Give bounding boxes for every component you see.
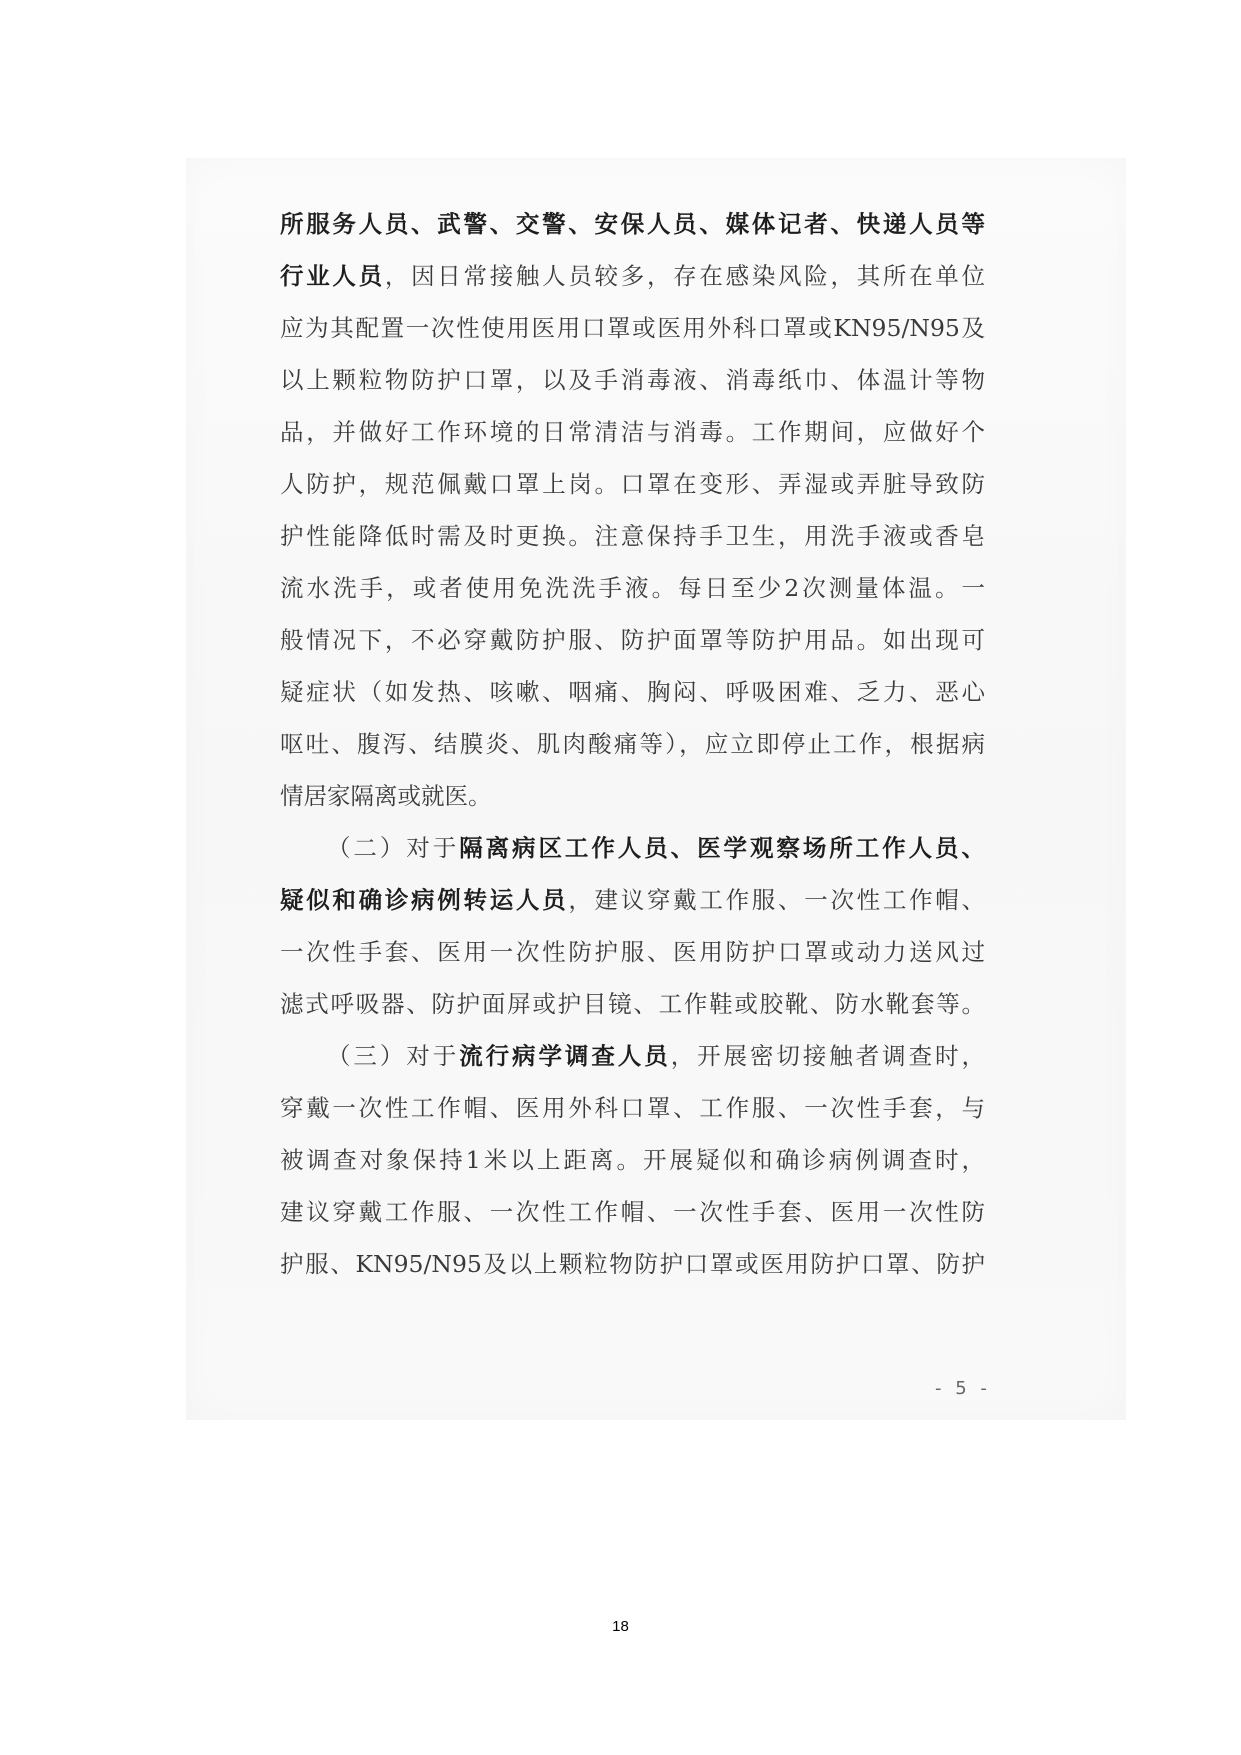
body-text: 穿戴一次性工作帽、医用外科口罩、工作服、一次性手套，与 [280, 1094, 985, 1122]
inner-page-number: - 5 - [935, 1378, 991, 1399]
text-line [280, 718, 985, 770]
body-text: ，开展密切接触者调查时， [670, 1042, 985, 1070]
text-line [280, 1238, 985, 1290]
text-line [280, 354, 985, 406]
text-line [280, 510, 985, 562]
body-text: 应为其配置一次性使用医用口罩或医用外科口罩或KN95/N95及 [280, 314, 985, 342]
body-text: 以上颗粒物防护口罩，以及手消毒液、消毒纸巾、体温计等物 [280, 366, 985, 394]
body-text: 情居家隔离或就医。 [280, 782, 492, 810]
text-line [280, 562, 985, 614]
text-line [280, 1186, 985, 1238]
body-text: （二）对于 [327, 834, 460, 862]
text-line [280, 926, 985, 978]
body-text: 流水洗手，或者使用免洗洗手液。每日至少2次测量体温。一 [280, 574, 985, 602]
body-text: 一次性手套、医用一次性防护服、医用防护口罩或动力送风过 [280, 938, 985, 966]
body-text: 护性能降低时需及时更换。注意保持手卫生，用洗手液或香皂 [280, 522, 985, 550]
bold-text: 所服务人员、武警、交警、安保人员、媒体记者、快递人员等 [280, 210, 985, 238]
bold-text: 疑似和确诊病例转运人员 [280, 886, 569, 914]
bold-text: 隔离病区工作人员、医学观察场所工作人员、 [459, 834, 985, 862]
body-text: 呕吐、腹泻、结膜炎、肌肉酸痛等），应立即停止工作，根据病 [280, 730, 985, 758]
text-line [280, 406, 985, 458]
text-line [280, 822, 985, 874]
body-text: ，因日常接触人员较多，存在感染风险，其所在单位 [384, 262, 986, 290]
text-line [280, 978, 985, 1030]
bold-text: 流行病学调查人员 [459, 1042, 671, 1070]
body-text: （三）对于 [327, 1042, 460, 1070]
text-line [280, 302, 985, 354]
body-text: ，建议穿戴工作服、一次性工作帽、 [568, 886, 986, 914]
body-text: 护服、KN95/N95及以上颗粒物防护口罩或医用防护口罩、防护 [280, 1250, 985, 1278]
text-line [280, 770, 985, 822]
bold-text: 行业人员 [280, 262, 385, 290]
text-line [280, 666, 985, 718]
document-body [280, 198, 985, 1290]
text-line [280, 1134, 985, 1186]
body-text: 滤式呼吸器、防护面屏或护目镜、工作鞋或胶靴、防水靴套等。 [280, 990, 985, 1018]
body-text: 人防护，规范佩戴口罩上岗。口罩在变形、弄湿或弄脏导致防 [280, 470, 985, 498]
body-text: 建议穿戴工作服、一次性工作帽、一次性手套、医用一次性防 [280, 1198, 985, 1226]
text-line [280, 1082, 985, 1134]
body-text: 般情况下，不必穿戴防护服、防护面罩等防护用品。如出现可 [280, 626, 985, 654]
text-line [280, 614, 985, 666]
body-text: 疑症状（如发热、咳嗽、咽痛、胸闷、呼吸困难、乏力、恶心 [280, 678, 985, 706]
text-line [280, 874, 985, 926]
text-line [280, 1030, 985, 1082]
body-text: 被调查对象保持1米以上距离。开展疑似和确诊病例调查时， [280, 1146, 985, 1174]
text-line [280, 198, 985, 250]
body-text: 品，并做好工作环境的日常清洁与消毒。工作期间，应做好个 [280, 418, 985, 446]
page-number: 18 [612, 1618, 629, 1635]
text-line [280, 250, 985, 302]
text-line [280, 458, 985, 510]
